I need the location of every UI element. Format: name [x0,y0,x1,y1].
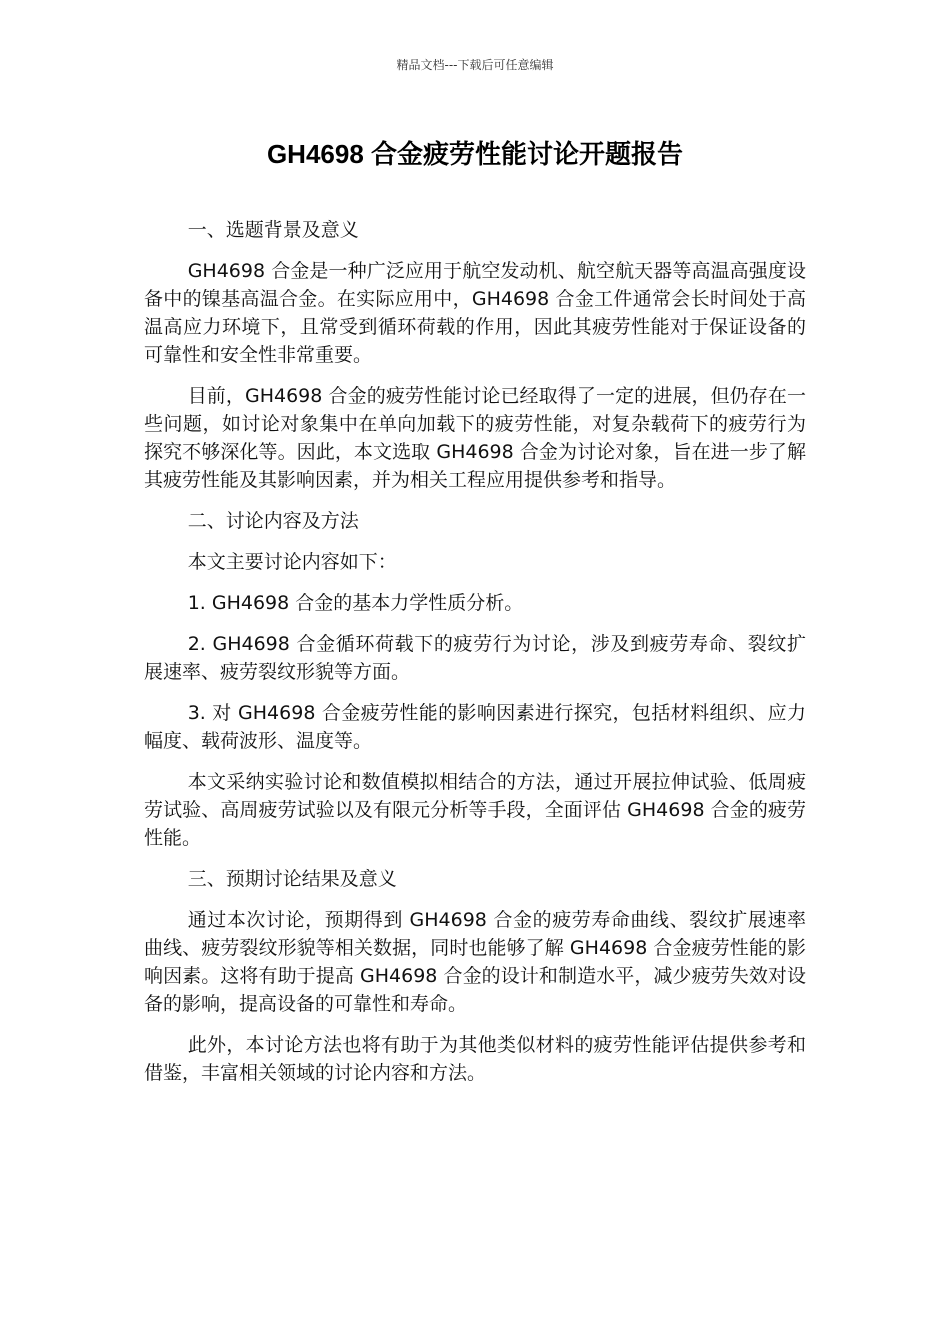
paragraph-content-intro: 本文主要讨论内容如下： [187,551,397,573]
paragraph-expected-1: 通过本次讨论，预期得到 GH4698 合金的疲劳寿命曲线、裂纹扩展速率曲线、疲劳裂纹形貌等相关数据，同时也能够了解 GH4698 合金疲劳性能的影响因素。这将有助于提高 GH4698 合金的设计和制造水平，减少疲劳失效对设备的影响，提高设备的可靠性和寿命。 [144,909,806,1015]
document-title: GH4698 合金疲劳性能讨论开题报告 [266,139,684,169]
section-heading-content-method: 二、讨论内容及方法 [187,510,359,532]
section-heading-expected-results: 三、预期讨论结果及意义 [187,868,397,890]
paragraph-background-2: 目前，GH4698 合金的疲劳性能讨论已经取得了一定的进展，但仍存在一些问题，如讨论对象集中在单向加载下的疲劳性能，对复杂载荷下的疲劳行为探究不够深化等。因此，本文选取 GH4698 合金为讨论对象，旨在进一步了解其疲劳性能及其影响因素，并为相关工程应用提供参考和指导。 [144,385,806,491]
list-item-content-3: 3. 对 GH4698 合金疲劳性能的影响因素进行探究，包括材料组织、应力幅度、载荷波形、温度等。 [144,702,806,752]
list-item-content-2: 2. GH4698 合金循环荷载下的疲劳行为讨论，涉及到疲劳寿命、裂纹扩展速率、疲劳裂纹形貌等方面。 [144,633,806,683]
header-note: 精品文档---下载后可任意编辑 [396,58,554,72]
paragraph-background-1: GH4698 合金是一种广泛应用于航空发动机、航空航天器等高温高强度设备中的镍基高温合金。在实际应用中，GH4698 合金工件通常会长时间处于高温高应力环境下，且常受到循环荷载的作用，因此其疲劳性能对于保证设备的可靠性和安全性非常重要。 [144,260,806,366]
paragraph-method: 本文采纳实验讨论和数值模拟相结合的方法，通过开展拉伸试验、低周疲劳试验、高周疲劳试验以及有限元分析等手段，全面评估 GH4698 合金的疲劳性能。 [144,771,806,849]
paragraph-expected-2: 此外，本讨论方法也将有助于为其他类似材料的疲劳性能评估提供参考和借鉴，丰富相关领域的讨论内容和方法。 [144,1034,806,1084]
list-item-content-1: 1. GH4698 合金的基本力学性质分析。 [187,592,524,614]
section-heading-background: 一、选题背景及意义 [187,219,359,241]
document-body [144,216,806,1100]
